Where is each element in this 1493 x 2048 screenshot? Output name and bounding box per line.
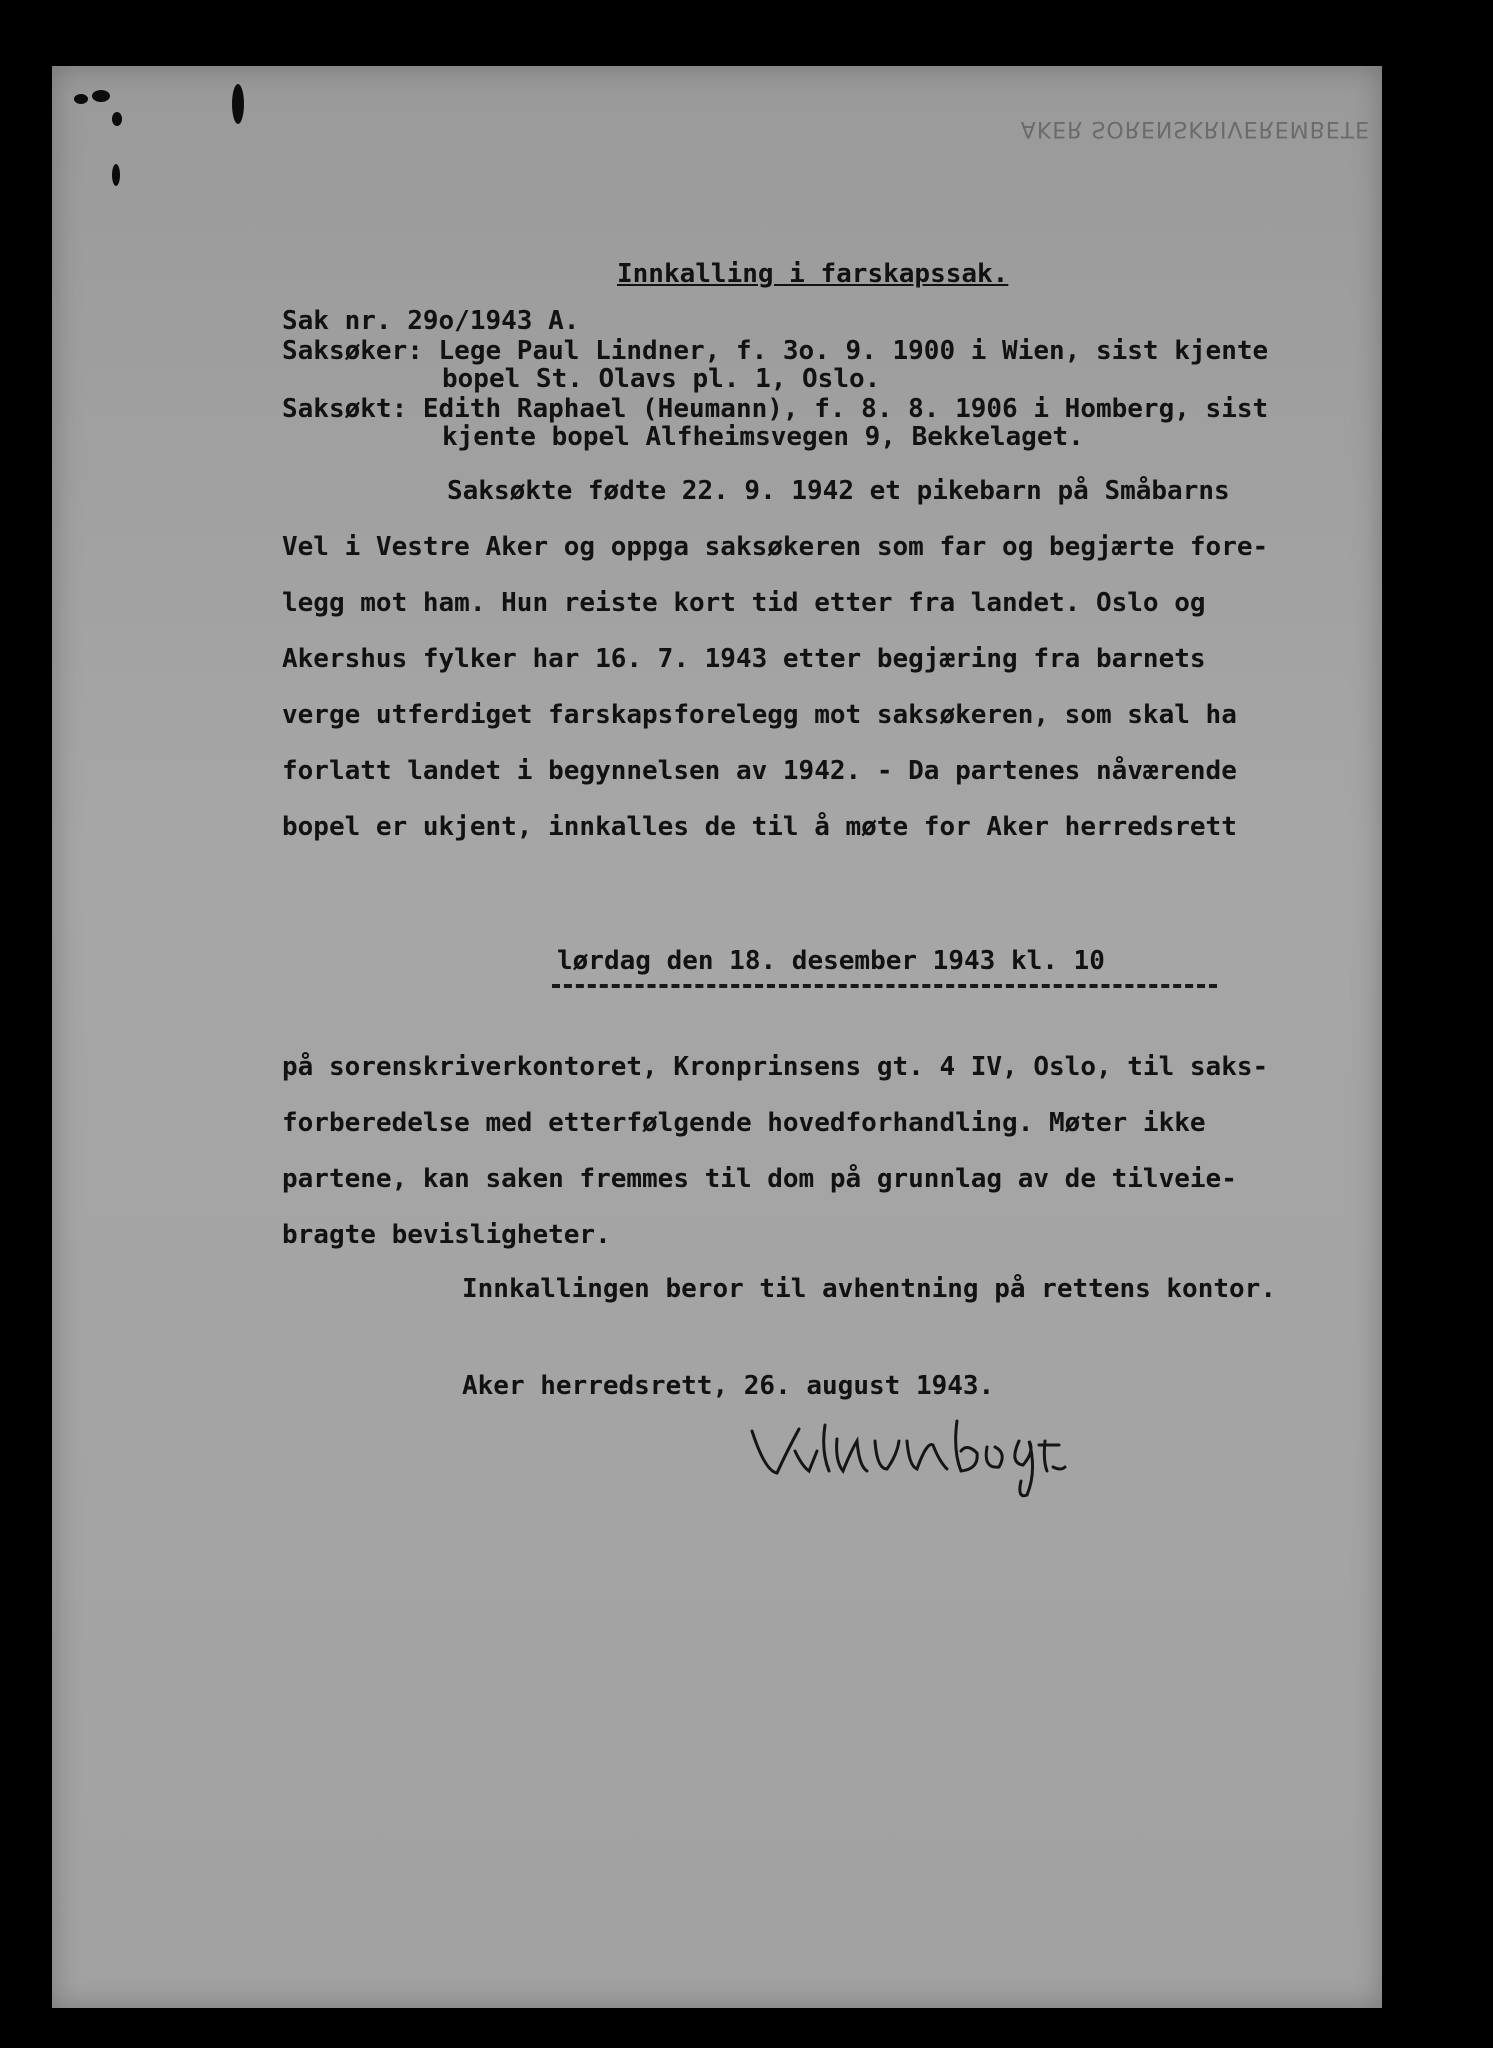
case-number: Sak nr. 29o/1943 A.: [282, 306, 580, 336]
body-paragraph-line: Akershus fylker har 16. 7. 1943 etter begjæring fra barnets: [282, 644, 1206, 674]
plaintiff-line: Saksøker: Lege Paul Lindner, f. 3o. 9. 1900 i Wien, sist kjente: [282, 336, 1269, 366]
punch-mark: [74, 94, 88, 104]
hearing-date: lørdag den 18. desember 1943 kl. 10: [557, 946, 1105, 976]
body-paragraph-line: forlatt landet i begynnelsen av 1942. - Da partenes nåværende: [282, 756, 1237, 786]
document-page: [52, 66, 1382, 2008]
punch-mark: [232, 84, 244, 124]
body-paragraph-line: forberedelse med etterfølgende hovedforhandling. Møter ikke: [282, 1108, 1206, 1138]
punch-mark: [92, 90, 110, 102]
body-paragraph-line: verge utferdiget farskapsforelegg mot saksøkeren, som skal ha: [282, 700, 1237, 730]
body-paragraph-line: Vel i Vestre Aker og oppga saksøkeren som far og begjærte fore-: [282, 532, 1269, 562]
body-paragraph-line: legg mot ham. Hun reiste kort tid etter fra landet. Oslo og: [282, 588, 1206, 618]
body-paragraph-line: Saksøkte fødte 22. 9. 1942 et pikebarn på Småbarns: [447, 476, 1230, 506]
body-paragraph-line: partene, kan saken fremmes til dom på grunnlag av de tilveie-: [282, 1164, 1237, 1194]
office-stamp: AKER SORENSKRIVEREMBETE: [1020, 116, 1370, 141]
body-paragraph-line: på sorenskriverkontoret, Kronprinsens gt. 4 IV, Oslo, til saks-: [282, 1052, 1269, 1082]
defendant-address: kjente bopel Alfheimsvegen 9, Bekkelaget.: [442, 422, 1084, 452]
handwritten-signature: [747, 1411, 1167, 1501]
defendant-line: Saksøkt: Edith Raphael (Heumann), f. 8. 8. 1906 i Homberg, sist: [282, 394, 1269, 424]
body-paragraph-line: bopel er ukjent, innkalles de til å møte for Aker herredsrett: [282, 812, 1237, 842]
punch-mark: [112, 112, 122, 126]
body-paragraph-line: Innkallingen beror til avhentning på rettens kontor.: [462, 1274, 1276, 1304]
place-and-date: Aker herredsrett, 26. august 1943.: [462, 1371, 995, 1401]
document-title: Innkalling i farskapssak.: [617, 259, 1009, 289]
punch-mark: [112, 164, 120, 186]
plaintiff-address: bopel St. Olavs pl. 1, Oslo.: [442, 364, 881, 394]
dashed-rule: [552, 984, 1217, 988]
body-paragraph-line: bragte bevisligheter.: [282, 1220, 611, 1250]
